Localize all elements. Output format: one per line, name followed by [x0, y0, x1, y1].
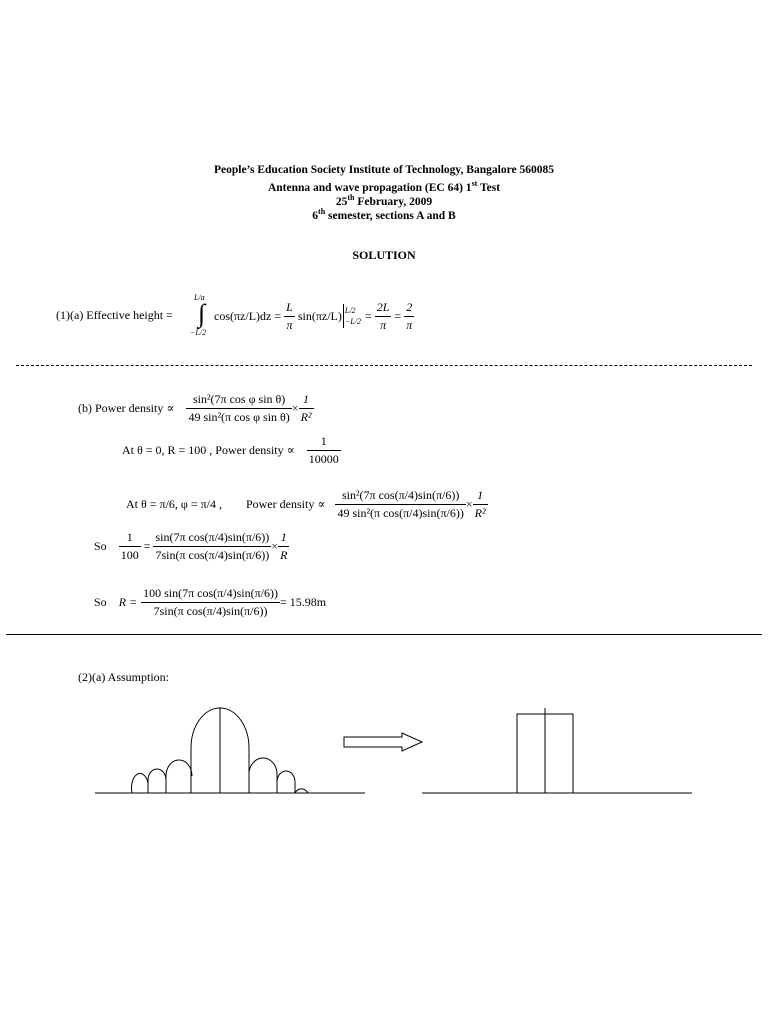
q1b-case2: At θ = π/6, φ = π/4 , Power density ∝ $\frac{\text{sin²(7π cos(π/4)sin(π/6))}}{\text{49 sin²(π cos(π/4)sin(π/6))}}$ × $\frac{1}{\text{R²}}$ [126, 487, 486, 520]
header-semester: 6th semester, sections A and B [312, 207, 456, 222]
assumption-diagram [0, 700, 768, 810]
q1b-power-density: (b) Power density ∝ $\frac{\text{sin²(7π cos φ sin θ)}}{\text{49 sin²(π cos φ sin θ)}}$ × $\frac{1}{\text{R²}}$ [78, 391, 312, 424]
q1b-so1: So $\frac{1}{100}$ = $\frac{\text{sin(7π cos(π/4)sin(π/6))}}{\text{7sin(π cos(π/4)sin(π/6))}}$ × $\frac{1}{R}$ [94, 529, 288, 562]
side-lobe-right-2 [277, 771, 295, 793]
header-institute: People’s Education Society Institute of Technology, Bangalore 560085 [214, 164, 554, 176]
q1a-label: (1)(a) Effective height = [56, 308, 173, 322]
header-date: 25th February, 2009 [335, 193, 433, 208]
dashed-divider [16, 365, 752, 366]
q1a-lower-limit: −L/2 [190, 328, 207, 337]
integral-sign: ∫ [198, 299, 206, 328]
side-lobe-right-1 [249, 758, 277, 793]
side-lobe-left-1 [166, 760, 192, 793]
arrow-icon [344, 733, 422, 751]
header-course: Antenna and wave propagation (EC 64) 1st Test [267, 179, 501, 194]
side-lobe-left-2 [148, 769, 166, 793]
q2a-label: (2)(a) Assumption: [78, 670, 169, 684]
side-lobe-left-3 [131, 773, 148, 793]
solution-title: SOLUTION [352, 248, 416, 262]
q1b-so2: So R = $\frac{\text{100 sin(7π cos(π/4)sin(π/6))}}{\text{7sin(π cos(π/4)sin(π/6))}}$ = 15.98m [94, 585, 327, 618]
side-lobe-right-3 [295, 789, 308, 793]
q1a-upper-limit: L/a [194, 293, 205, 302]
solid-divider [6, 634, 762, 635]
q1a-expression: cos(πz/L)dz = $\frac{L}{\pi}$ sin(πz/L) L/2 −L/2 = $\frac{2L}{\pi}$ = $\frac{2}{\pi}$ [214, 299, 413, 332]
q1b-case1: At θ = 0, R = 100 , Power density ∝ $\frac{1}{10000}$ [122, 433, 339, 466]
